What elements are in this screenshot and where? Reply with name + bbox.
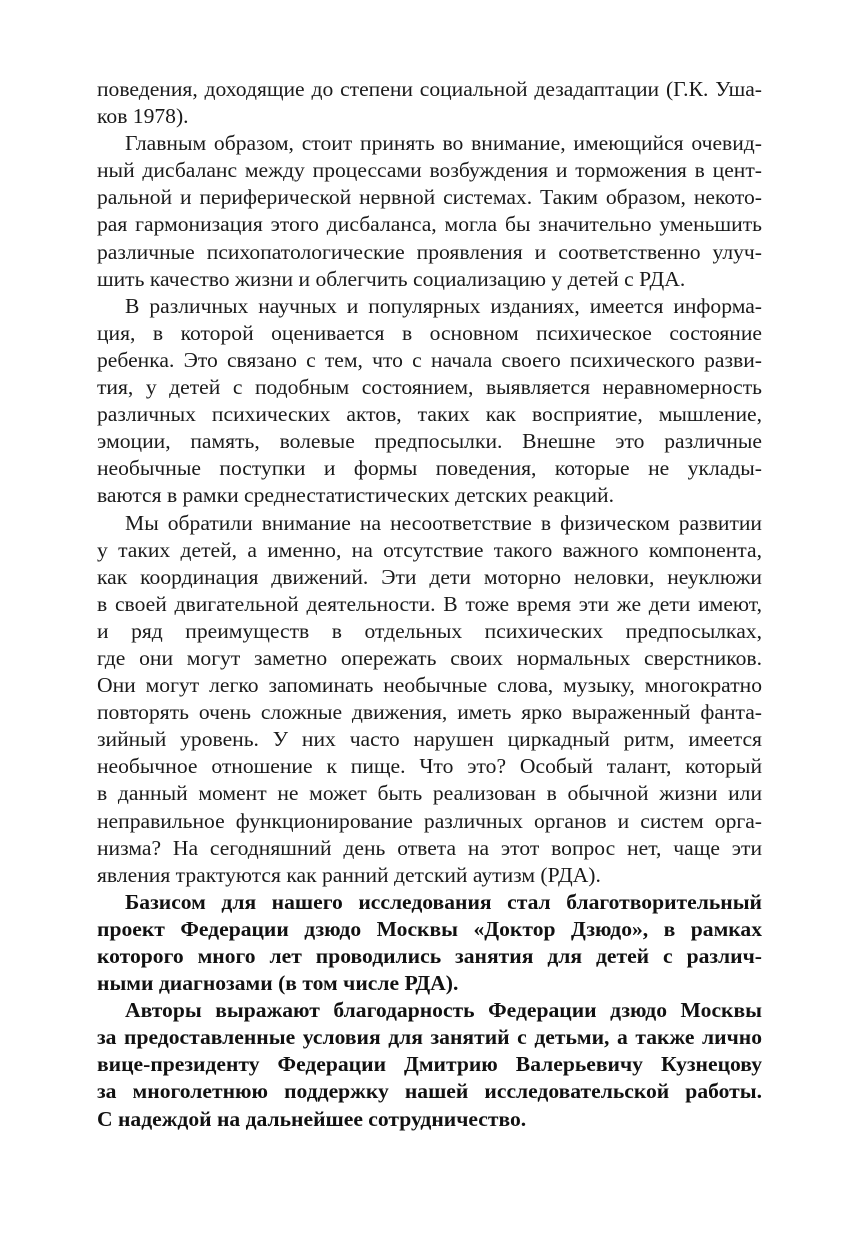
text-line: и ряд преимуществ в отдельных психических предпосылках,: [97, 618, 762, 643]
text-line: проект Федерации дзюдо Москвы «Доктор Дзюдо», в рамках: [97, 916, 762, 941]
text-line: за многолетнюю поддержку нашей исследовательской работы.: [97, 1079, 762, 1104]
text-line: зийный уровень. У них часто нарушен циркадный ритм, имеется: [97, 727, 762, 752]
text-line: вице-президенту Федерации Дмитрию Валерьевичу Кузнецову: [97, 1052, 762, 1077]
text-line: за предоставленные условия для занятий с детьми, а также лично: [97, 1025, 762, 1050]
text-line: в данный момент не может быть реализован в обычной жизни или: [97, 781, 762, 806]
text-line: эмоции, память, волевые предпосылки. Внешне это различные: [97, 429, 762, 454]
text-line: Базисом для нашего исследования стал благотворительный: [125, 889, 762, 914]
page-body: [97, 76, 762, 1133]
text-line: которого много лет проводились занятия для детей с различ-: [97, 944, 762, 968]
text-line: повторять очень сложные движения, иметь ярко выраженный фанта-: [97, 700, 762, 725]
paragraph-6-bold: [97, 997, 762, 1132]
text-line: низма? На сегодняшний день ответа на этот вопрос нет, чаще эти: [97, 835, 762, 860]
text-line: ными диагнозами (в том числе РДА).: [97, 971, 459, 996]
text-line: где они могут заметно опережать своих нормальных сверстников.: [97, 645, 762, 670]
text-line: шить качество жизни и облегчить социализацию у детей с РДА.: [97, 266, 686, 291]
text-line: Главным образом, стоит принять во внимание, имеющийся очевид-: [125, 131, 762, 156]
text-line: рая гармонизация этого дисбаланса, могла бы значительно уменьшить: [97, 212, 762, 237]
text-line: ков 1978).: [97, 104, 189, 129]
text-line: ральной и периферической нервной системах. Таким образом, некото-: [97, 185, 762, 210]
text-line: В различных научных и популярных изданиях, имеется информа-: [125, 293, 762, 318]
text-line: Авторы выражают благодарность Федерации дзюдо Москвы: [125, 998, 762, 1023]
text-line: необычные поступки и формы поведения, которые не уклады-: [97, 456, 762, 481]
text-line: ваются в рамки среднестатистических детских реакций.: [97, 483, 614, 508]
text-line: тия, у детей с подобным состоянием, выявляется неравномерность: [97, 375, 762, 400]
text-line: различные психопатологические проявления и соответственно улуч-: [97, 239, 762, 264]
text-line: в своей двигательной деятельности. В тоже время эти же дети имеют,: [97, 591, 762, 616]
text-line: ция, в которой оценивается в основном психическое состояние: [97, 320, 762, 345]
text-line: Они могут легко запоминать необычные слова, музыку, многократно: [97, 673, 762, 698]
paragraph-4: [97, 510, 762, 889]
paragraph-2: [97, 130, 762, 293]
text-line: как координация движений. Эти дети моторно неловки, неуклюжи: [97, 564, 762, 589]
text-line: ный дисбаланс между процессами возбуждения и торможения в цент-: [97, 158, 762, 183]
paragraph-3: [97, 293, 762, 510]
text-line: явления трактуются как ранний детский аутизм (РДА).: [97, 862, 601, 887]
paragraph-5-bold: [97, 889, 762, 997]
text-line: у таких детей, а именно, на отсутствие такого важного компонента,: [97, 537, 762, 562]
text-line: поведения, доходящие до степени социальной дезадаптации (Г.К. Уша-: [97, 77, 762, 101]
text-line: С надеждой на дальнейшее сотрудничество.: [97, 1106, 527, 1131]
text-line: различных психических актов, таких как восприятие, мышление,: [97, 402, 762, 427]
paragraph-1: [97, 76, 762, 130]
text-line: ребенка. Это связано с тем, что с начала своего психического разви-: [97, 347, 762, 372]
text-line: неправильное функционирование различных органов и систем орга-: [97, 808, 762, 833]
text-line: необычное отношение к пище. Что это? Особый талант, который: [97, 754, 762, 779]
text-line: Мы обратили внимание на несоответствие в физическом развитии: [125, 510, 762, 535]
